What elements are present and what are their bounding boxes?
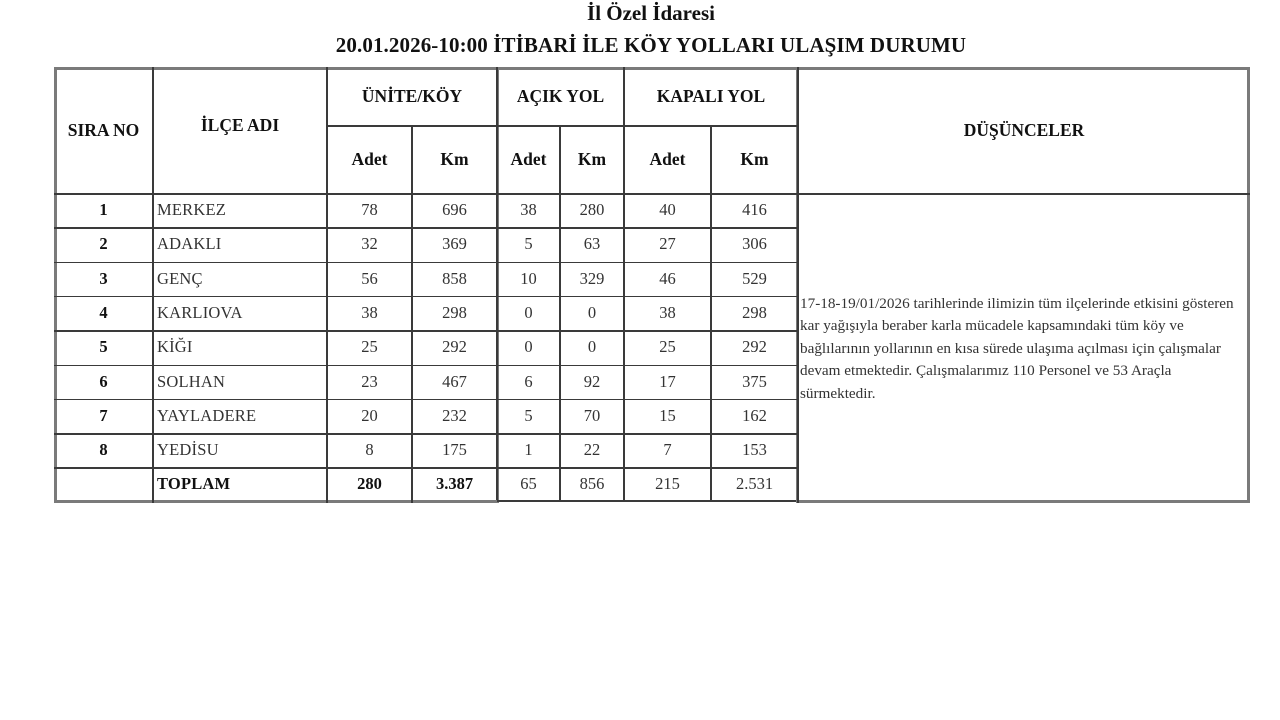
row-7-unite-adet: 20 — [361, 405, 378, 425]
row-7-acik-adet: 5 — [524, 405, 533, 425]
header-sira-no: SIRA NO — [67, 119, 140, 140]
row-8-ilce: YEDİSU — [157, 440, 219, 460]
row-2-no: 2 — [99, 234, 108, 254]
row-1-ilce: MERKEZ — [157, 200, 227, 220]
header-kapali-yol: KAPALI YOL — [656, 85, 766, 106]
row-8-unite-adet: 8 — [365, 440, 374, 460]
row-3-unite-km: 858 — [442, 268, 467, 288]
row-3-acik-adet: 10 — [520, 268, 537, 288]
document-title: İl Özel İdaresi — [587, 1, 715, 25]
row-3-kapali-adet: 46 — [659, 268, 676, 288]
row-8-acik-km: 22 — [583, 440, 601, 460]
row-4-unite-km: 298 — [442, 303, 467, 323]
row-4-no: 4 — [99, 303, 108, 323]
header-ilce-adi: İLÇE ADI — [200, 114, 280, 135]
row-6-kapali-adet: 17 — [659, 371, 676, 391]
row-5-kapali-adet: 25 — [659, 337, 676, 357]
total-acik-adet: 65 — [520, 473, 537, 493]
row-6-no: 6 — [99, 371, 108, 391]
row-2-acik-adet: 5 — [524, 234, 533, 254]
row-2-unite-km: 369 — [442, 234, 467, 254]
total-label: TOPLAM — [157, 473, 231, 493]
row-6-ilce: SOLHAN — [157, 371, 226, 391]
header-acik-adet: Adet — [510, 148, 547, 169]
row-1-kapali-adet: 40 — [659, 200, 676, 220]
row-6-acik-adet: 6 — [524, 371, 533, 391]
header-dusunceler: DÜŞÜNCELER — [963, 119, 1085, 140]
row-3-no: 3 — [99, 268, 108, 288]
header-kapali-adet: Adet — [649, 148, 686, 169]
row-5-acik-adet: 0 — [524, 337, 533, 357]
row-1-acik-km: 280 — [579, 200, 605, 220]
row-2-kapali-km: 306 — [742, 234, 767, 254]
row-8-kapali-adet: 7 — [663, 440, 672, 460]
row-3-acik-km: 329 — [579, 268, 605, 288]
row-7-no: 7 — [99, 405, 108, 425]
row-4-kapali-adet: 38 — [659, 303, 676, 323]
row-8-kapali-km: 153 — [742, 440, 767, 460]
row-1-unite-adet: 78 — [361, 200, 378, 220]
total-kapali-km: 2.531 — [735, 473, 774, 493]
row-1-kapali-km: 416 — [742, 200, 767, 220]
row-7-ilce: YAYLADERE — [157, 405, 257, 425]
row-6-unite-km: 467 — [442, 371, 467, 391]
row-4-acik-km: 0 — [587, 303, 597, 323]
row-4-ilce: KARLIOVA — [157, 303, 243, 323]
total-kapali-adet: 215 — [655, 473, 680, 493]
row-8-no: 8 — [99, 440, 108, 460]
row-4-acik-adet: 0 — [524, 303, 533, 323]
row-8-acik-adet: 1 — [524, 440, 533, 460]
row-1-acik-adet: 38 — [520, 200, 537, 220]
row-5-kapali-km: 292 — [742, 337, 767, 357]
row-5-acik-km: 0 — [587, 337, 597, 357]
row-4-kapali-km: 298 — [742, 303, 767, 323]
row-7-kapali-km: 162 — [742, 405, 767, 425]
document-subtitle: 20.01.2026-10:00 İTİBARİ İLE KÖY YOLLARI ULAŞIM DURUMU — [335, 33, 967, 57]
header-unite-km: Km — [440, 148, 469, 169]
row-5-no: 5 — [99, 337, 108, 357]
row-6-acik-km: 92 — [583, 371, 601, 391]
row-6-kapali-km: 375 — [742, 371, 767, 391]
row-7-acik-km: 70 — [583, 405, 601, 425]
total-unite-km: 3.387 — [435, 473, 474, 493]
row-1-unite-km: 696 — [442, 200, 467, 220]
row-6-unite-adet: 23 — [361, 371, 378, 391]
row-2-kapali-adet: 27 — [659, 234, 676, 254]
header-kapali-km: Km — [740, 148, 769, 169]
total-unite-adet: 280 — [357, 473, 382, 493]
row-5-unite-km: 292 — [442, 337, 467, 357]
total-acik-km: 856 — [579, 473, 605, 493]
row-2-acik-km: 63 — [583, 234, 601, 254]
comments-text: 17-18-19/01/2026 tarihlerinde ilimizin tüm ilçelerinde etkisini gösteren kar yağışıyla beraber karla mücadele kapsamındaki tüm köy ve bağlılarının yollarının en kısa sürede ulaşıma açılması için çalışmalar devam etmektedir. Çalışmalarımız 110 Personel ve 53 Araçla sürmektedir. — [800, 295, 1234, 402]
header-unite-adet: Adet — [351, 148, 388, 169]
header-acik-km: Km — [577, 148, 607, 169]
row-2-unite-adet: 32 — [361, 234, 378, 254]
row-4-unite-adet: 38 — [361, 303, 378, 323]
divider — [497, 500, 798, 502]
row-8-unite-km: 175 — [442, 440, 467, 460]
row-2-ilce: ADAKLI — [157, 234, 222, 254]
row-1-no: 1 — [99, 200, 108, 220]
row-3-kapali-km: 529 — [742, 268, 767, 288]
header-unite-koy: ÜNİTE/KÖY — [361, 85, 463, 106]
row-7-unite-km: 232 — [442, 405, 467, 425]
row-5-ilce: KİĞI — [157, 337, 193, 357]
row-7-kapali-adet: 15 — [659, 405, 676, 425]
row-3-unite-adet: 56 — [361, 268, 378, 288]
row-5-unite-adet: 25 — [361, 337, 378, 357]
row-3-ilce: GENÇ — [157, 268, 203, 288]
header-acik-yol: AÇIK YOL — [516, 85, 605, 106]
